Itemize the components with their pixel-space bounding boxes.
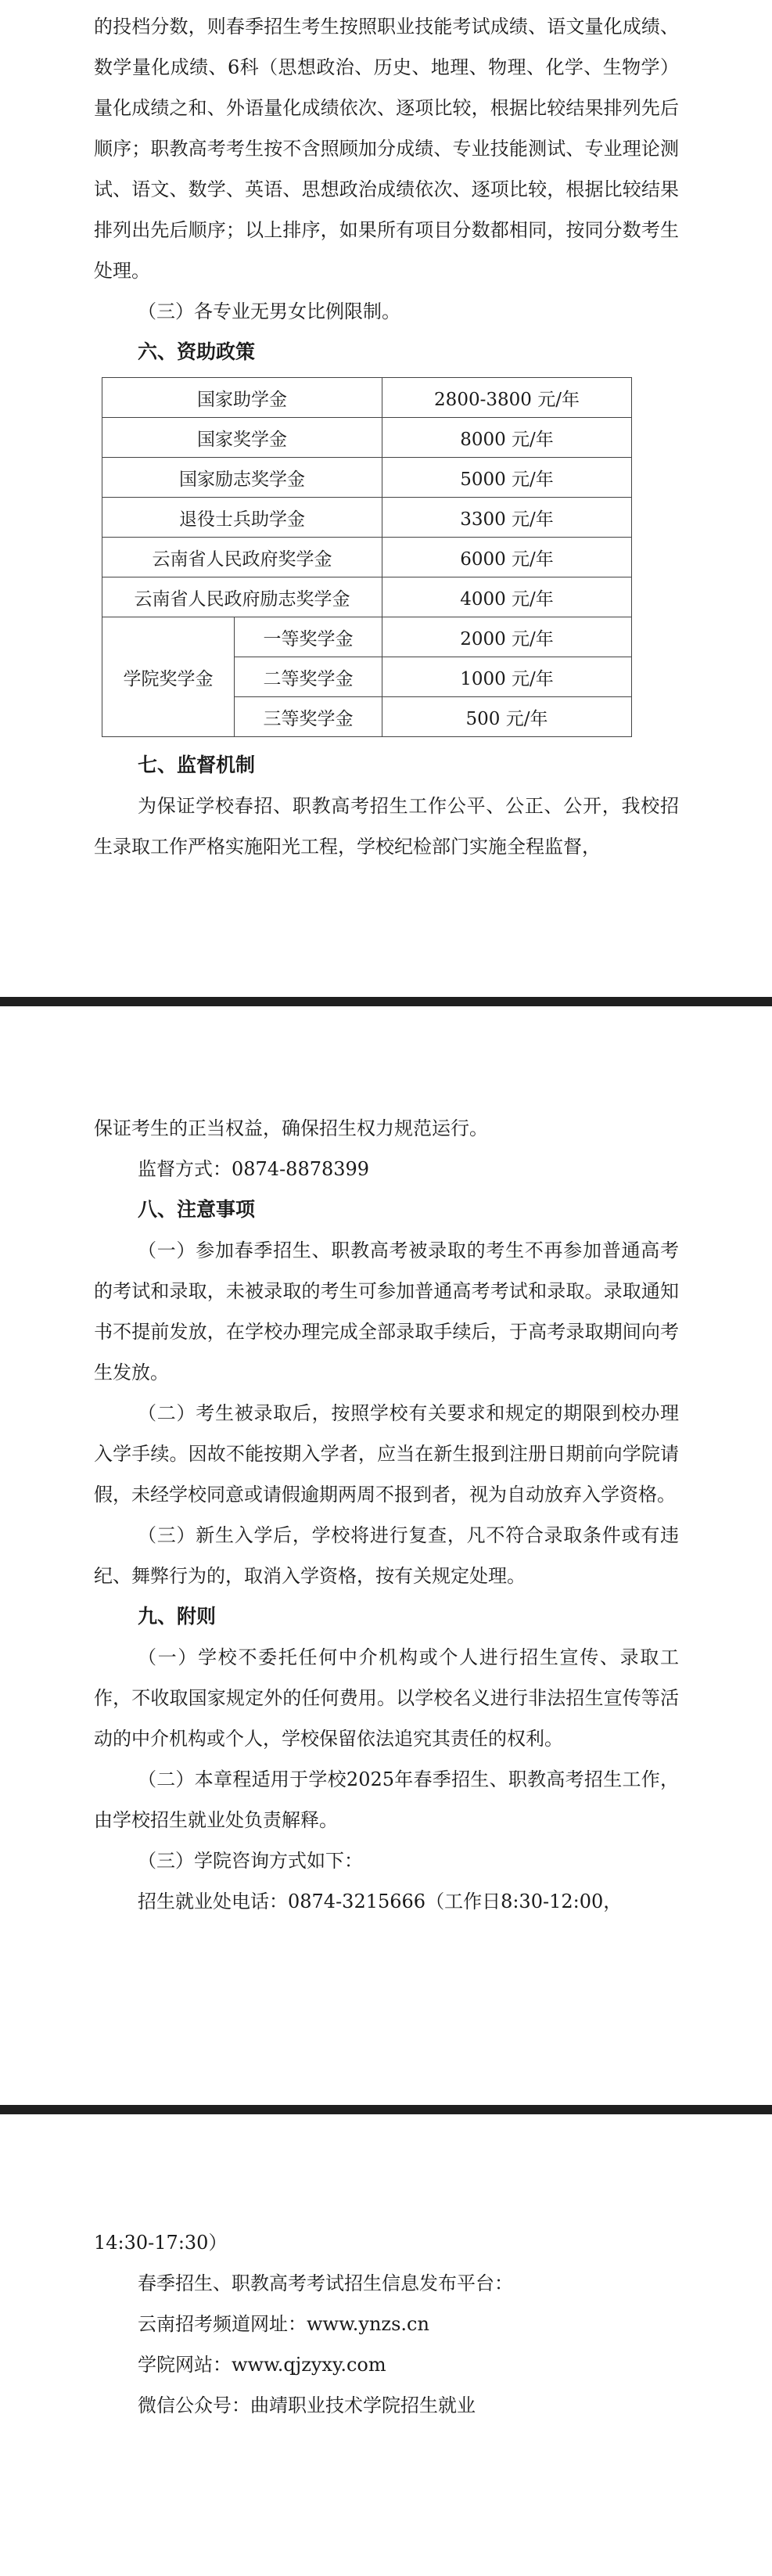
- platform-line: 春季招生、职教高考考试招生信息发布平台：: [138, 2272, 513, 2294]
- rule-3-paragraph: （三）学院咨询方式如下：: [138, 1850, 363, 1872]
- aid-name-cell: 退役士兵助学金: [102, 498, 382, 538]
- note-1-paragraph: （一）参加春季招生、职教高考被录取的考生不再参加普通高考的考试和录取，未被录取的考生可参加普通高考考试和录取。录取通知书不提前发放，在学校办理完成全部录取手续后，于高考录取期间向考生发放。: [94, 1239, 679, 1383]
- aid-name-cell: 一等奖学金: [235, 617, 382, 657]
- college-website: 学院网站：www.qjzyxy.com: [138, 2354, 386, 2376]
- section-7-heading: 七、监督机制: [138, 754, 256, 776]
- aid-amount-cell: 8000 元/年: [382, 418, 632, 458]
- rule-1-paragraph: （一）学校不委托任何中介机构或个人进行招生宣传、录取工作，不收取国家规定外的任何费用。以学校名义进行非法招生宣传等活动的中介机构或个人，学校保留依法追究其责任的权利。: [94, 1646, 679, 1750]
- note-3-paragraph: （三）新生入学后，学校将进行复查，凡不符合录取条件或有违纪、舞弊行为的，取消入学资格，按有关规定处理。: [94, 1524, 679, 1587]
- aid-amount-cell: 2000 元/年: [382, 617, 632, 657]
- table-row: [102, 498, 632, 538]
- aid-amount-cell: 5000 元/年: [382, 458, 632, 498]
- table-row: [102, 418, 632, 458]
- section-8-heading: 八、注意事项: [138, 1198, 256, 1221]
- supervision-phone: 监督方式：0874-8878399: [138, 1158, 370, 1180]
- aid-amount-cell: 1000 元/年: [382, 657, 632, 697]
- table-row: [102, 538, 632, 577]
- aid-name-cell: 云南省人民政府励志奖学金: [102, 577, 382, 617]
- wechat-account: 微信公众号：曲靖职业技术学院招生就业: [138, 2394, 476, 2416]
- office-hours: 14:30-17:30）: [94, 2232, 228, 2254]
- document-page-1: [0, 0, 772, 994]
- page-divider: [0, 997, 772, 1006]
- aid-amount-cell: 2800-3800 元/年: [382, 378, 632, 418]
- section-9-heading: 九、附则: [138, 1605, 217, 1628]
- table-row: [102, 617, 632, 657]
- ynzs-website: 云南招考频道网址：www.ynzs.cn: [138, 2313, 429, 2335]
- aid-amount-cell: 3300 元/年: [382, 498, 632, 538]
- admission-ranking-paragraph: 的投档分数，则春季招生考生按照职业技能考试成绩、语文量化成绩、数学量化成绩、6科（思想政治、历史、地理、物理、化学、生物学）量化成绩之和、外语量化成绩依次、逐项比较，根据比较结果排列先后顺序；职教高考考生按不含照顾加分成绩、专业技能测试、专业理论测试、语文、数学、英语、思想政治成绩依次、逐项比较，根据比较结果排列出先后顺序；以上排序，如果所有项目分数都相同，按同分数考生处理。: [94, 16, 679, 282]
- aid-name-cell: 国家励志奖学金: [102, 458, 382, 498]
- page-1-content: [94, 6, 679, 867]
- aid-name-cell: 国家奖学金: [102, 418, 382, 458]
- note-2-paragraph: （二）考生被录取后，按照学校有关要求和规定的期限到校办理入学手续。因故不能按期入学者，应当在新生报到注册日期前向学院请假，未经学校同意或请假逾期两周不报到者，视为自动放弃入学资格。: [94, 1402, 679, 1506]
- aid-name-cell: 三等奖学金: [235, 697, 382, 737]
- aid-name-cell: 二等奖学金: [235, 657, 382, 697]
- supervision-continuation: 保证考生的正当权益，确保招生权力规范运行。: [94, 1117, 488, 1139]
- aid-name-cell: 国家助学金: [102, 378, 382, 418]
- aid-amount-cell: 6000 元/年: [382, 538, 632, 577]
- gender-ratio-item: （三）各专业无男女比例限制。: [138, 300, 400, 322]
- rule-2-paragraph: （二）本章程适用于学校2025年春季招生、职教高考招生工作，由学校招生就业处负责解释。: [94, 1768, 679, 1831]
- page-3-content: [94, 2222, 679, 2426]
- office-phone: 招生就业处电话：0874-3215666（工作日8:30-12:00，: [138, 1891, 623, 1912]
- document-page-3: [0, 2113, 772, 2576]
- document-page-2: [0, 1006, 772, 2103]
- aid-amount-cell: 500 元/年: [382, 697, 632, 737]
- aid-name-cell: 云南省人民政府奖学金: [102, 538, 382, 577]
- table-row: [102, 577, 632, 617]
- table-row: [102, 378, 632, 418]
- table-row: [102, 458, 632, 498]
- college-scholarship-cell: 学院奖学金: [102, 617, 235, 737]
- aid-policy-table: [102, 377, 632, 737]
- supervision-paragraph: 为保证学校春招、职教高考招生工作公平、公正、公开，我校招生录取工作严格实施阳光工程，学校纪检部门实施全程监督，: [94, 795, 679, 858]
- page-2-content: [94, 1108, 679, 1922]
- aid-amount-cell: 4000 元/年: [382, 577, 632, 617]
- section-6-heading: 六、资助政策: [138, 340, 256, 363]
